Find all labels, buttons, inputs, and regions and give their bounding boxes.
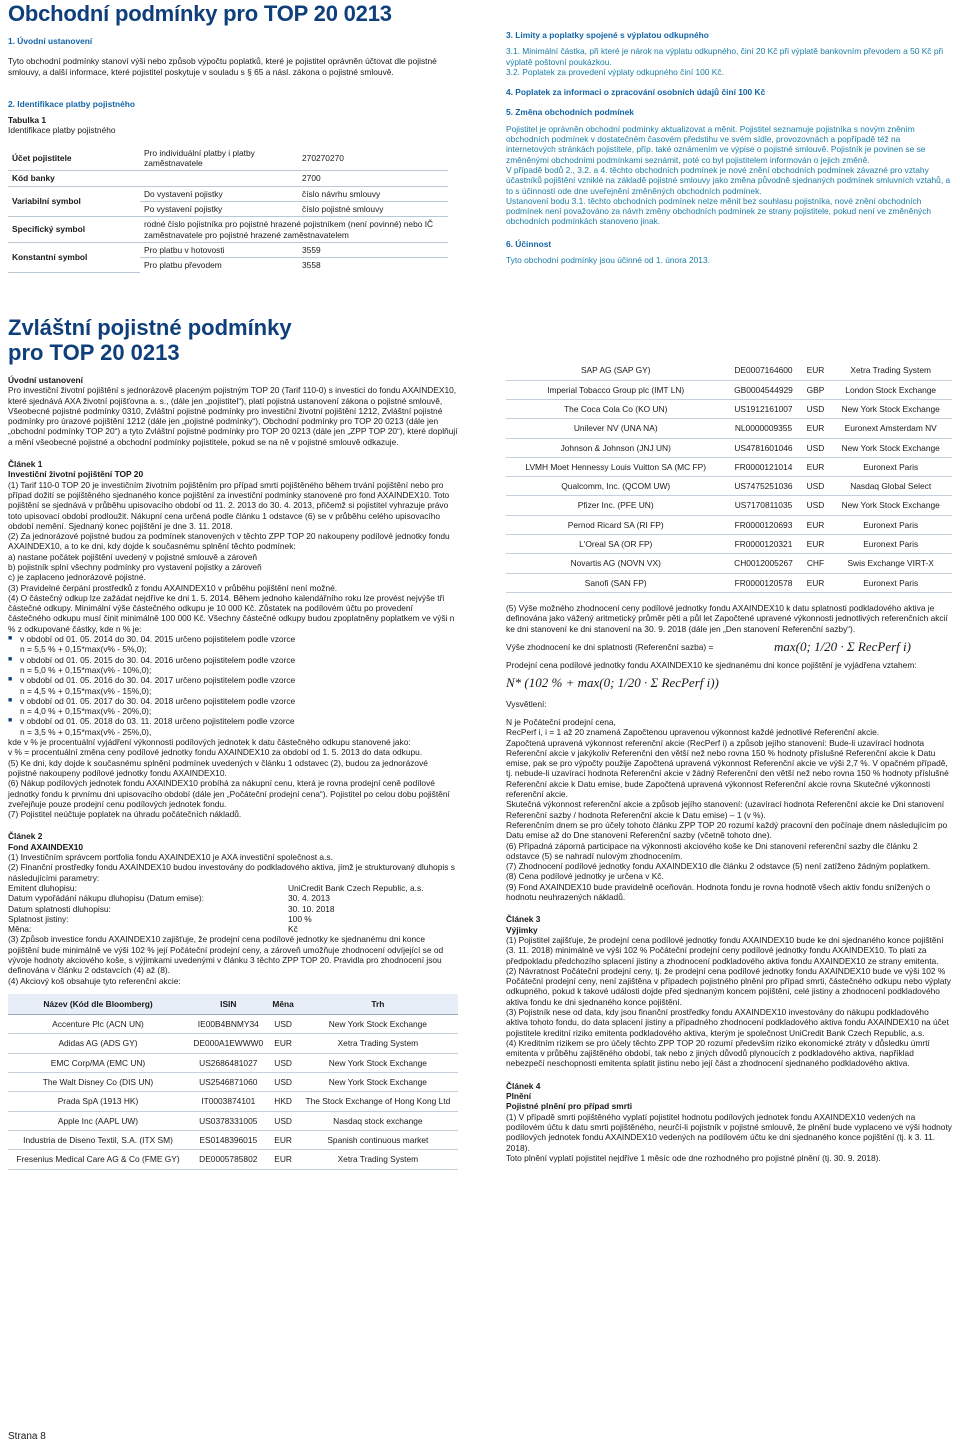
account-desc: Pro individuální platby i platby zaměstnavatele [140, 146, 298, 171]
section-5-par-1: Pojistitel je oprávněn obchodní podmínky aktualizovat a měnit. Pojistitel seznamuje pojistníka s novým zněním obchodních podmínek v dostatečném časovém předstihu ve svém sídle, provozovnách a popřípadě též na internetových stránkách pojistitele, příp. také oznámením ve výpise o pojistné smlouvě. Pojistník je povinen se se změněnými obchodními podmínkami seznámit, poté co byl pojistitelem informován o jejich změně. [506, 123, 926, 165]
table-row [506, 457, 952, 476]
formula-2-intro: Prodejní cena podílové jednotky fondu AXAINDEX10 ke sjednanému dni konce pojištění je vyjádřena vztahem: [506, 660, 917, 671]
stock-currency: USD [269, 1073, 298, 1092]
stock-currency: GBP [802, 380, 830, 399]
section-3-par-2: 3.2. Poplatek za provedení výplaty odkupného činí 100 Kč. [506, 66, 724, 77]
section-2-heading: 2. Identifikace platby pojistného [8, 98, 136, 109]
stock-currency: EUR [269, 1150, 298, 1169]
article-4-subheading-2: Pojistné plnění pro případ smrti [506, 1101, 633, 1112]
right-column [506, 30, 952, 1163]
stock-name: LVMH Moet Hennessy Louis Vuitton SA (MC FP) [506, 457, 725, 476]
stock-market: Euronext Paris [829, 515, 952, 534]
bank-key: Kód banky [8, 171, 140, 186]
article-2-par-2: (2) Finanční prostředky fondu AXAINDEX10 budou investovány do podkladového aktiva, jímž je strukturovaný dluhopis s následujícími parametry: [8, 862, 455, 883]
stock-isin: IT0003874101 [188, 1092, 269, 1111]
stock-isin: US2546871060 [188, 1073, 269, 1092]
stock-isin: DE0007164600 [725, 361, 801, 380]
stock-currency: USD [802, 399, 830, 418]
stocks-right-body [506, 361, 952, 592]
stock-market: Xetra Trading System [298, 1150, 458, 1169]
stock-market: Nasdaq stock exchange [298, 1111, 458, 1130]
page-number: Strana 8 [8, 1431, 46, 1442]
stock-market: Spanish continuous market [298, 1130, 458, 1149]
stock-name: Johnson & Johnson (JNJ UN) [506, 438, 725, 457]
stock-market: Xetra Trading System [298, 1034, 458, 1053]
formula-1: max(0; 1/20 · Σ RecPerf i) [774, 638, 911, 654]
stock-name: Accenture Plc (ACN UN) [8, 1015, 188, 1034]
article-1-par-6: (6) Nákup podílových jednotek fondu AXAINDEX10 probíhá za nákupní cenu, která je rovna prodejní ceně podílové jednotky fondu k prvnímu dni upisovacího období (dále jen „Počáteční prodejní cena“). Pojistitel po celou dobu pojištění zveřejňuje pouze prodejní cenu podílových jednotek fondu. [8, 778, 450, 809]
article-1-par-4c: v % = procentuální změna ceny podílové jednotky fondu AXAINDEX10 za období od 1. 5. 2013 do data odkupu. [8, 747, 423, 758]
stock-isin: US0378331005 [188, 1111, 269, 1130]
row-bank [8, 171, 448, 186]
zpp-title [8, 315, 458, 365]
table-row [506, 419, 952, 438]
row-constant-1 [8, 242, 448, 257]
article-2-subheading: Fond AXAINDEX10 [8, 841, 84, 852]
stock-isin: FR0000120693 [725, 515, 801, 534]
stock-name: Adidas AG (ADS GY) [8, 1034, 188, 1053]
stock-currency: USD [269, 1015, 298, 1034]
col-header-currency: Měna [269, 994, 298, 1015]
stocks-left-body [8, 1015, 458, 1169]
article-2-par-9: (9) Fond AXAINDEX10 bude pravidelně oceňován. Hodnota fondu je rovna hodnotě všech aktiv fondu snížených o hodnotu neuhrazených nákladů. [506, 881, 931, 903]
article-3-par-4: (4) Kreditním rizikem se pro účely těchto ZPP TOP 20 rozumí především riziko ekonomické ztráty v důsledku úmrtí emitenta v průběhu zajištěného období, tak nebo z jiných důvodů plynoucích z podkladového aktiva, například nebezpečí neschopnosti emitenta splatit jistinu nebo její část a zhodnocení sjednaného podkladového aktiva. [506, 1037, 930, 1069]
stock-name: Unilever NV (UNA NA) [506, 419, 725, 438]
table-row [506, 380, 952, 399]
article-3-subheading: Výjimky [506, 924, 538, 935]
stock-market: Euronext Paris [829, 457, 952, 476]
table-row [506, 535, 952, 554]
definition-adjusted-performance: Započtená upravená výkonnost referenční akcie (RecPerf i) a způsob jejího stanovení: Bude-li uzavírací hodnota Referenční akcie v jakýkoliv Referenční den větší než nebo rovna 150 % hodnoty příslušné Referenční akcie k Datu emise, pak se pro výpočty použije Započtená upravená výkonnost Referenční akcie ve výši 2,7 %. V opačném případě, tj. nebude-li uzavírací hodnota Referenční akcie v žádný Referenční den větší než nebo rovna 150 % hodnoty příslušné Referenční akcie k Datu emise, bude Započtená upravená výkonnost Referenční akcie rovna Skutečné výkonnosti referenční akcie. [506, 737, 949, 800]
article-3-par-2: (2) Návratnost Počáteční prodejní ceny, tj. že prodejní cena podílové jednotky fondu AXAINDEX10 bude ve výši 102 % Počáteční prodejní ceny, není zajištěna v případech pojistného plnění pro případ smrti, částečného odkupu nebo výplaty odkupného, pokud k takové události dojde před sjednaným koncem pojištění, celé jistiny a zhodnocení podkladového aktiva fondu ke dni sjednaného konce pojištění. [506, 965, 951, 1007]
article-1-subheading: Investiční životní pojištění TOP 20 [8, 469, 144, 480]
section-6-text: Tyto obchodní podmínky jsou účinné od 1. února 2013. [506, 255, 710, 266]
stock-isin: US7475251036 [725, 477, 801, 496]
table-row [8, 1130, 458, 1149]
stock-name: Pernod Ricard SA (RI FP) [506, 515, 725, 534]
stock-currency: CHF [802, 554, 830, 573]
stock-market: Xetra Trading System [829, 361, 952, 380]
constant-key: Konstantní symbol [8, 242, 140, 272]
table-row [8, 1053, 458, 1072]
table-row [506, 361, 952, 380]
stock-isin: DE000A1EWWW0 [188, 1034, 269, 1053]
stock-isin: ES0148396015 [188, 1130, 269, 1149]
stock-currency: EUR [269, 1034, 298, 1053]
article-2-par-3: (3) Způsob investice fondu AXAINDEX10 zajišťuje, že prodejní cena podílové jednotky ke sjednanému dni konce pojištění bude minimálně ve výši 102 % její Počáteční prodejní ceny, a zároveň umožňuje zhodnocení odvíjející se od vývoje hodnoty akciového koše, s výjimkami uvedenými v článku 3 těchto ZPP TOP 20. Pravidla pro zhodnocení jsou definována v článku 2 odstavcích (4) až (8). [8, 934, 444, 976]
stock-name: Industria de Diseno Textil, S.A. (ITX SM) [8, 1130, 188, 1149]
list-item: ■ v období od 01. 05. 2017 do 30. 04. 2018 určeno pojistitelem podle vzorce n = 4,0 % + 0,15*max(v% - 20%,0); [8, 696, 458, 717]
list-item: ■ v období od 01. 05. 2016 do 30. 04. 2017 určeno pojistitelem podle vzorce n = 4,5 % + 0,15*max(v% - 15%,0); [8, 675, 458, 696]
list-item: ■ v období od 01. 05. 2015 do 30. 04. 2016 určeno pojistitelem podle vzorce n = 5,0 % + 0,15*max(v% - 10%,0); [8, 655, 458, 676]
bond-param-row: Splatnost jistiny: 100 % [8, 913, 312, 924]
table-row [506, 496, 952, 515]
article-2-par-1: (1) Investičním správcem portfolia fondu AXAINDEX10 je AXA investiční společnost a.s. [8, 852, 333, 863]
stock-market: New York Stock Exchange [298, 1073, 458, 1092]
article-1-par-2b: b) pojistník splní všechny podmínky pro vystavení pojistky a zároveň [8, 562, 262, 572]
article-1-par-4b: kde v % je procentuální vyjádření výkonnosti podílových jednotek k datu částečného odkupu stanovené jako: [8, 737, 411, 748]
row-account [8, 146, 448, 171]
stock-isin: FR0000120321 [725, 535, 801, 554]
article-3-par-1: (1) Pojistitel zajišťuje, že prodejní cena podílové jednotky fondu AXAINDEX10 bude ke dni sjednaného konce pojištění (3. 11. 2018) minimálně ve výši 102 % Počáteční prodejní ceny podílové jednotky fondu AXAINDEX10. To platí za předpokladu předchozího splacení jistiny a zhodnocení podkladového aktiva fondu AXAINDEX10 ze strany emitenta. [506, 934, 944, 966]
stock-market: New York Stock Exchange [829, 399, 952, 418]
formula-1-row [506, 638, 952, 654]
article-2-par-4: (4) Akciový koš obsahuje tyto referenční akcie: [8, 975, 181, 986]
stock-market: The Stock Exchange of Hong Kong Ltd [298, 1092, 458, 1111]
article-2-par-8: (8) Cena podílové jednotky je určena v Kč. [506, 871, 664, 882]
table-row [506, 554, 952, 573]
explanation-heading: Vysvětlení: [506, 698, 547, 709]
list-item: ■ v období od 01. 05. 2014 do 30. 04. 2015 určeno pojistitelem podle vzorce n = 5,5 % + 0,15*max(v% - 5%,0); [8, 634, 458, 655]
account-value: 270270270 [298, 146, 448, 171]
section-5-heading: 5. Změna obchodních podmínek [506, 107, 634, 118]
stock-currency: USD [269, 1111, 298, 1130]
reference-stocks-table-right [506, 361, 952, 593]
section-3-heading: 3. Limity a poplatky spojené s výplatou odkupného [506, 30, 709, 40]
bond-params [8, 883, 458, 934]
col-header-name: Název (Kód dle Bloomberg) [8, 994, 188, 1015]
col-header-isin: ISIN [188, 994, 269, 1015]
stock-name: Fresenius Medical Care AG & Co (FME GY) [8, 1150, 188, 1169]
payment-ident-table [8, 146, 448, 273]
variable-value-2: číslo pojistné smlouvy [298, 201, 448, 216]
section-5-par-2: V případě bodů 2., 3.2. a 4. těchto obchodních podmínek je nové znění obchodních podmínek závazné pro vztahy účastníků pojištění vzniklé na základě pojistné smlouvy jako změna původně sjednaných podmínek smluvních vztahů, a to s účinností ode dne uveřejnění změněných obchodních podmínek. [506, 164, 951, 196]
formula-2: N* (102 % + max(0; 1/20 · Σ RecPerf i)) [506, 675, 719, 691]
stock-currency: EUR [802, 573, 830, 592]
article-3-par-3: (3) Pojistník nese od data, kdy jsou finanční prostředky fondu AXAINDEX10 investovány do nákupu podkladového aktiva tohoto fondu, do data splacení jistiny a případného zhodnocení podkladového aktiva fondu AXAINDEX10 na účet pojistitele kreditní riziko emitenta podkladového aktiva, kterým je společnost UniCredit Bank Czech Republic, a.s. [506, 1007, 949, 1038]
bank-value: 2700 [298, 171, 448, 186]
list-item: ■ v období od 01. 05. 2018 do 03. 11. 2018 určeno pojistitelem podle vzorce n = 3,5 % + 0,15*max(v% - 25%,0), [8, 716, 458, 737]
variable-key: Variabilní symbol [8, 186, 140, 217]
article-2-par-6: (6) Případná záporná participace na výkonnosti akciového koše ke Dni stanovení referenční sazby dle článku 2 odstavce (5) se nahradí nulovým zhodnocením. [506, 840, 918, 861]
section-4-heading: 4. Poplatek za informaci o zpracování osobních údajů činí 100 Kč [506, 87, 766, 98]
specific-key: Specifický symbol [8, 217, 140, 243]
stock-isin: CH0012005267 [725, 554, 801, 573]
stock-market: Euronext Paris [829, 573, 952, 592]
reference-stocks-table-left [8, 994, 458, 1170]
stock-name: The Walt Disney Co (DIS UN) [8, 1073, 188, 1092]
stock-isin: US7170811035 [725, 496, 801, 515]
section-1-text: Tyto obchodní podmínky stanoví výši nebo způsob výpočtu poplatků, které je pojistitel oprávněn účtovat dle pojistné smlouvy, a další informace, které pojistitel poskytuje v souladu s § 65 a násl. zákona o pojistné smlouvě. [8, 56, 437, 77]
stock-name: Pfizer Inc. (PFE UN) [506, 496, 725, 515]
left-column [8, 0, 458, 1170]
stock-isin: IE00B4BNMY34 [188, 1015, 269, 1034]
stock-name: Novartis AG (NOVN VX) [506, 554, 725, 573]
article-4-subheading: Plnění [506, 1091, 532, 1102]
stock-market: Euronext Paris [829, 535, 952, 554]
formula-1-label: Výše zhodnocení ke dni splatnosti (Referenční sazba) = [506, 641, 714, 652]
article-4-heading: Článek 4 [506, 1080, 541, 1091]
constant-desc-1: Pro platbu v hotovosti [140, 242, 298, 257]
stock-name: EMC Corp/MA (EMC UN) [8, 1053, 188, 1072]
table-row [8, 1111, 458, 1130]
constant-desc-2: Pro platbu převodem [144, 260, 222, 271]
bond-param-row: Emitent dluhopisu: UniCredit Bank Czech Republic, a.s. [8, 882, 424, 893]
article-1-par-4: (4) O částečný odkup lze zažádat nejdříve ke dni 1. 5. 2014. Během jednoho kalendářního roku lze provést nejvýše tři částečné odkupy. Minimální výše částečného odkupu je 10 000 Kč. Zůstatek na podílovém účtu po provedení částečného odkupu musí činit minimálně 100 000 Kč. Všechny částečné odkupy budou zpoplatněny poplatkem ve výši n % z odkupované částky, kde n % je: [8, 592, 455, 634]
definition-recperf: RecPerf i, i = 1 až 20 znamená Započtenou upravenou výkonnost každé jednotlivé Referenční akcie. [506, 727, 880, 738]
row-specific [8, 217, 448, 243]
stock-isin: NL0000009355 [725, 419, 801, 438]
section-1-heading: 1. Úvodní ustanovení [8, 36, 93, 46]
stock-isin: FR0000121014 [725, 457, 801, 476]
table-row [8, 1073, 458, 1092]
article-1-par-1: (1) Tarif 110-0 TOP 20 je investičním životním pojištěním pro případ smrti pojištěného během trvání pojištění nebo pro případ dožití se pojištěného sjednaného konce pojištění za investiční podmínky stanovené pro fond AXAINDEX10. Toto pojištění se sjednává v průběhu upisovacího období od 11. 2. 2013 do 30. 4. 2013, přičemž si pojistitel vyhrazuje právo toto upisovací období prodloužit. Nákupní cena určená podle článku 1 odstavce (6) se v průběhu celého upisovacího období nemění. Sjednaný konec pojištění je dne 3. 11. 2018. [8, 479, 450, 531]
table-row [8, 1150, 458, 1169]
specific-desc: rodné číslo pojistníka pro pojistné hrazené pojistníkem (není povinné) nebo IČ zaměstnavatele pro pojistné hrazené zaměstnavatelem [140, 217, 448, 243]
stock-name: Sanofi (SAN FP) [506, 573, 725, 592]
article-1-par-7: (7) Pojistitel neúčtuje poplatek na úhradu počátečních nákladů. [8, 809, 242, 820]
stock-market: New York Stock Exchange [829, 496, 952, 515]
stock-market: London Stock Exchange [829, 380, 952, 399]
section-6-heading: 6. Účinnost [506, 238, 552, 249]
constant-value-1: 3559 [298, 242, 448, 257]
table-1-subtitle: Identifikace platby pojistného [8, 125, 116, 136]
table-1-label: Tabulka 1 [8, 115, 47, 126]
row-variable-1 [8, 186, 448, 201]
table-row [506, 573, 952, 592]
table-row [8, 1015, 458, 1034]
stock-isin: GB0004544929 [725, 380, 801, 399]
stock-isin: FR0000120578 [725, 573, 801, 592]
stock-market: Nasdaq Global Select [829, 477, 952, 496]
stock-currency: EUR [802, 535, 830, 554]
definition-n: N je Počáteční prodejní cena, [506, 716, 616, 727]
stock-name: L'Oreal SA (OR FP) [506, 535, 725, 554]
stock-currency: EUR [802, 457, 830, 476]
article-1-heading: Článek 1 [8, 459, 43, 470]
stock-market: Euronext Amsterdam NV [829, 419, 952, 438]
section-5-par-3: Ustanovení bodu 3.1. těchto obchodních podmínek nelze měnit bez souhlasu pojistníka, nové znění obchodních podmínek není považováno za návrh změny obchodních podmínek ze strany pojistitele, pokud není ve změněných obchodních podmínkách stanoveno jinak. [506, 195, 932, 227]
stock-market: New York Stock Exchange [298, 1015, 458, 1034]
stock-currency: USD [802, 438, 830, 457]
zpp-title-line-1: Zvláštní pojistné podmínky [8, 314, 292, 340]
stock-market: Swis Exchange VIRT-X [829, 554, 952, 573]
bond-param-row: Datum vypořádání nákupu dluhopisu (Datum emise): 30. 4. 2013 [8, 893, 330, 904]
page-title: Obchodní podmínky pro TOP 20 0213 [8, 1, 392, 26]
article-3-heading: Článek 3 [506, 914, 541, 925]
stock-currency: USD [269, 1053, 298, 1072]
stock-currency: EUR [802, 515, 830, 534]
stock-name: Qualcomm, Inc. (QCOM UW) [506, 477, 725, 496]
table-row [506, 515, 952, 534]
intro-text: Pro investiční životní pojištění s jednorázově placeným pojistným TOP 20 (Tarif 110-0) s investicí do fondu AXAINDEX10, které sjednává AXA životní pojišťovna a. s., (dále jen „pojistitel“), platí pojistná ustanovení zákona o pojistné smlouvě, Všeobecné pojistné podmínky 0310, Zvláštní pojistné podmínky pro investiční životní pojištění 1212, Zvláštní pojistné podmínky pro úrazové pojištění 1212 (dále jen „pojistné podmínky“), Obchodní podmínky pro TOP 20 0213 (dále jen „obchodní podmínky TOP 20“) a tyto Zvláštní pojistné podmínky pro TOP 20 0213 (dále jen „ZPP TOP 20“), které doplňují a mění všeobecné pojistné a obchodní podmínky pojistitele, pokud se na ně v pojistné smlouvě odkazuje. [8, 385, 458, 447]
article-1-par-2a: a) nastane počátek pojištění uvedený v pojistné smlouvě a zároveň [8, 551, 258, 562]
table-row [506, 438, 952, 457]
stock-market: New York Stock Exchange [298, 1053, 458, 1072]
table-row [8, 1092, 458, 1111]
fee-bullet-list [8, 634, 458, 737]
stock-currency: HKD [269, 1092, 298, 1111]
stock-name: Prada SpA (1913 HK) [8, 1092, 188, 1111]
article-1-par-2: (2) Za jednorázové pojistné budou za podmínek stanovených v těchto ZPP TOP 20 nakoupeny podílové jednotky fondu AXAINDEX10, a to ke dni, kdy dojde k současnému splnění těchto podmínek: [8, 531, 450, 552]
variable-value-1: číslo návrhu smlouvy [298, 186, 448, 201]
article-1-par-2c: c) je zaplaceno jednorázové pojistné. [8, 572, 146, 583]
definition-actual-performance: Skutečná výkonnost referenční akcie a způsob jejího stanovení: (uzavírací hodnota Referenční akcie ke Dni stanovení Referenční sazby / hodnota Referenční akcie k Datu emise) – 1 (v %). [506, 799, 945, 820]
stock-isin: US2686481027 [188, 1053, 269, 1072]
stock-isin: DE0005785802 [188, 1150, 269, 1169]
intro-heading: Úvodní ustanovení [8, 374, 83, 385]
definition-reference-day: Referenčním dnem se pro účely tohoto článku ZPP TOP 20 rozumí každý pracovní den počínaje dnem následujícím po Datu emise až do Dne stanovení Referenční sazby (včetně tohoto dne). [506, 819, 948, 841]
table-row [506, 477, 952, 496]
article-2-par-7: (7) Zhodnocení podílové jednotky fondu AXAINDEX10 dle článku 2 odstavce (5) není zatíženo žádným poplatkem. [506, 861, 931, 872]
bond-param-row: Datum splatnosti dluhopisu: 30. 10. 2018 [8, 903, 335, 914]
stock-name: Apple Inc (AAPL UW) [8, 1111, 188, 1130]
article-1-par-3: (3) Pravidelné čerpání prostředků z fondu AXAINDEX10 v průběhu pojištění není možné. [8, 582, 338, 593]
table-row [8, 1034, 458, 1053]
stock-currency: EUR [802, 361, 830, 380]
stock-name: Imperial Tobacco Group plc (IMT LN) [506, 380, 725, 399]
stock-isin: US1912161007 [725, 399, 801, 418]
bond-param-row: Měna: Kč [8, 924, 298, 935]
stock-currency: USD [802, 477, 830, 496]
article-2-heading: Článek 2 [8, 831, 43, 842]
stock-name: SAP AG (SAP GY) [506, 361, 725, 380]
table-row [506, 399, 952, 418]
variable-desc-2: Po vystavení pojistky [140, 201, 298, 216]
constant-value-2: 3558 [302, 260, 321, 271]
stock-currency: USD [802, 496, 830, 515]
section-3-par-1: 3.1. Minimální částka, při které je nárok na výplatu odkupného, činí 20 Kč při výplatě bankovním převodem a 50 Kč při výplatě poštovní poukázkou. [506, 46, 944, 67]
col-header-market: Trh [298, 994, 458, 1015]
article-4-par-2: Toto plnění vyplatí pojistitel nejdříve 1 měsíc ode dne rozhodného pro pojistné plnění (tj. 30. 9. 2018). [506, 1152, 881, 1163]
article-2-par-5: (5) Výše možného zhodnocení ceny podílové jednotky fondu AXAINDEX10 k datu splatnosti podkladového aktiva je definována jako vážený aritmetický průměr pěti a půl let Započtené upravené výkonnosti jednotlivých referenčních akcií ke dni stanovení ke dni stanovení na 30. 9. 2018 (dále jen „Den stanovení Referenční sazby“). [506, 602, 948, 634]
stock-name: The Coca Cola Co (KO UN) [506, 399, 725, 418]
stock-currency: EUR [802, 419, 830, 438]
variable-desc-1: Do vystavení pojistky [140, 186, 298, 201]
stock-currency: EUR [269, 1130, 298, 1149]
stock-isin: US4781601046 [725, 438, 801, 457]
stock-market: New York Stock Exchange [829, 438, 952, 457]
zpp-title-line-2: pro TOP 20 0213 [8, 339, 180, 365]
account-key: Účet pojistitele [8, 146, 140, 171]
article-1-par-5: (5) Ke dni, kdy dojde k současnému splnění podmínek uvedených v článku 1 odstavec (2), budou za jednorázové pojistné nakoupeny podílové jednotky fondu AXAINDEX10. [8, 757, 428, 778]
article-4-par-1: (1) V případě smrti pojištěného vyplatí pojistitel hodnotu podílových jednotek fondu AXAINDEX10 vedených na podílovém účtu k datu smrti pojištěného, neurčí-li pojistník v pojistné smlouvě, že plnění bude vyplaceno ve výši hodnoty podílových jednotek fondu AXAINDEX10 vedených na podílovém účtu ke dni sjednaného konce pojištění (tj. k 3. 11. 2018). [506, 1111, 952, 1153]
